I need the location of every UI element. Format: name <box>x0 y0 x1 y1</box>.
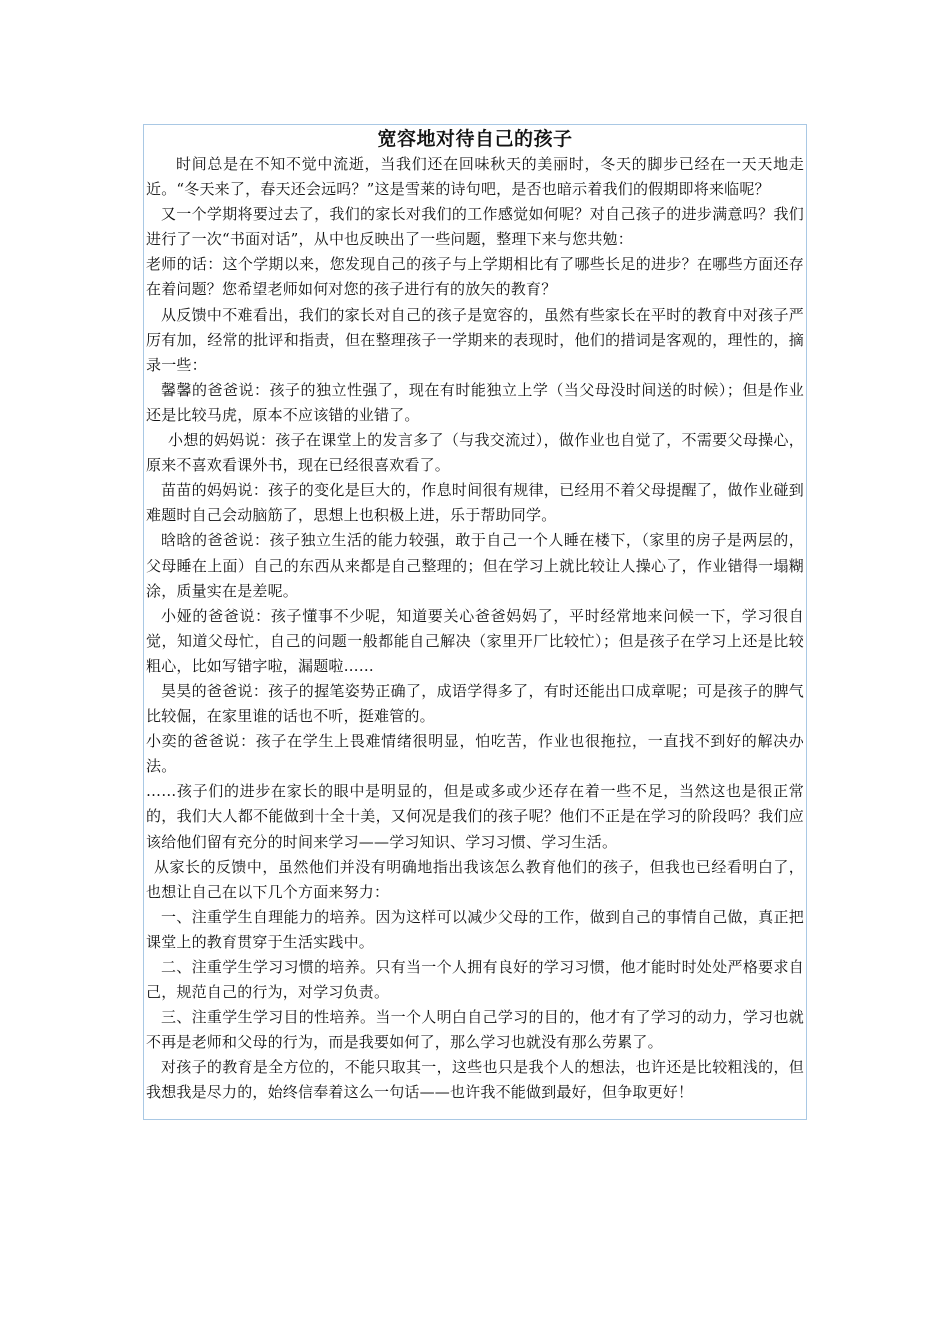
paragraph: 小想的妈妈说：孩子在课堂上的发言多了（与我交流过），做作业也自觉了，不需要父母操心，原来不喜欢看课外书，现在已经很喜欢看了。 <box>146 431 804 475</box>
paragraph: 二、注重学生学习习惯的培养。只有当一个人拥有良好的学习习惯，他才能时时处处严格要求自己，规范自己的行为，对学习负责。 <box>146 958 804 1002</box>
paragraph: 昊昊的爸爸说：孩子的握笔姿势正确了，成语学得多了，有时还能出口成章呢；可是孩子的脾气比较倔，在家里谁的话也不听，挺难管的。 <box>146 681 804 726</box>
document-title: 宽容地对待自己的孩子 <box>377 128 573 150</box>
document-body <box>146 152 804 1106</box>
paragraph: 晗晗的爸爸说：孩子独立生活的能力较强，敢于自己一个人睡在楼下，（家里的房子是两层的，父母睡在上面）自己的东西从来都是自己整理的；但在学习上就比较让人操心了，作业错得一塌糊涂，质量实在是差呢。 <box>146 531 804 600</box>
paragraph: 小娅的爸爸说：孩子懂事不少呢，知道要关心爸爸妈妈了，平时经常地来问候一下，学习很自觉，知道父母忙，自己的问题一般都能自己解决（家里开厂比较忙）；但是孩子在学习上还是比较粗心，比如写错字啦，漏题啦…… <box>146 606 804 675</box>
paragraph: 三、注重学生学习目的性培养。当一个人明白自己学习的目的，他才有了学习的动力，学习也就不再是老师和父母的行为，而是我要如何了，那么学习也就没有那么劳累了。 <box>146 1008 804 1052</box>
paragraph: 老师的话：这个学期以来，您发现自己的孩子与上学期相比有了哪些长足的进步？在哪些方面还存在着问题？您希望老师如何对您的孩子进行有的放矢的教育？ <box>146 255 804 299</box>
paragraph: 从反馈中不难看出，我们的家长对自己的孩子是宽容的，虽然有些家长在平时的教育中对孩子严厉有加，经常的批评和指责，但在整理孩子一学期来的表现时，他们的措词是客观的，理性的，摘录一些： <box>146 305 804 374</box>
paragraph: 一、注重学生自理能力的培养。因为这样可以减少父母的工作，做到自己的事情自己做，真正把课堂上的教育贯穿于生活实践中。 <box>146 907 804 951</box>
paragraph: 小奕的爸爸说：孩子在学生上畏难情绪很明显，怕吃苦，作业也很拖拉，一直找不到好的解决办法。 <box>146 732 804 776</box>
paragraph: 馨馨的爸爸说：孩子的独立性强了，现在有时能独立上学（当父母没时间送的时候）；但是作业还是比较马虎，原本不应该错的业错了。 <box>146 380 804 424</box>
paragraph: 又一个学期将要过去了，我们的家长对我们的工作感觉如何呢？对自己孩子的进步满意吗？我们进行了一次“书面对话”，从中也反映出了一些问题，整理下来与您共勉： <box>146 205 804 249</box>
paragraph: 时间总是在不知不觉中流逝，当我们还在回味秋天的美丽时，冬天的脚步已经在一天天地走近。“冬天来了，春天还会远吗？”这是雪莱的诗句吧，是否也暗示着我们的假期即将来临呢？ <box>146 155 804 199</box>
paragraph: ……孩子们的进步在家长的眼中是明显的，但是或多或少还存在着一些不足，当然这也是很正常的，我们大人都不能做到十全十美，又何况是我们的孩子呢？他们不正是在学习的阶段吗？我们应该给他们留有充分的时间来学习——学习知识、学习习惯、学习生活。 <box>146 782 804 851</box>
paragraph: 对孩子的教育是全方位的，不能只取其一，这些也只是我个人的想法，也许还是比较粗浅的，但我想我是尽力的，始终信奉着这么一句话——也许我不能做到最好，但争取更好！ <box>146 1058 804 1102</box>
document-frame <box>143 124 807 1120</box>
paragraph: 从家长的反馈中，虽然他们并没有明确地指出我该怎么教育他们的孩子，但我也已经看明白了，也想让自己在以下几个方面来努力： <box>146 857 804 901</box>
paragraph: 苗苗的妈妈说：孩子的变化是巨大的，作息时间很有规律，已经用不着父母提醒了，做作业碰到难题时自己会动脑筋了，思想上也积极上进，乐于帮助同学。 <box>146 481 804 525</box>
